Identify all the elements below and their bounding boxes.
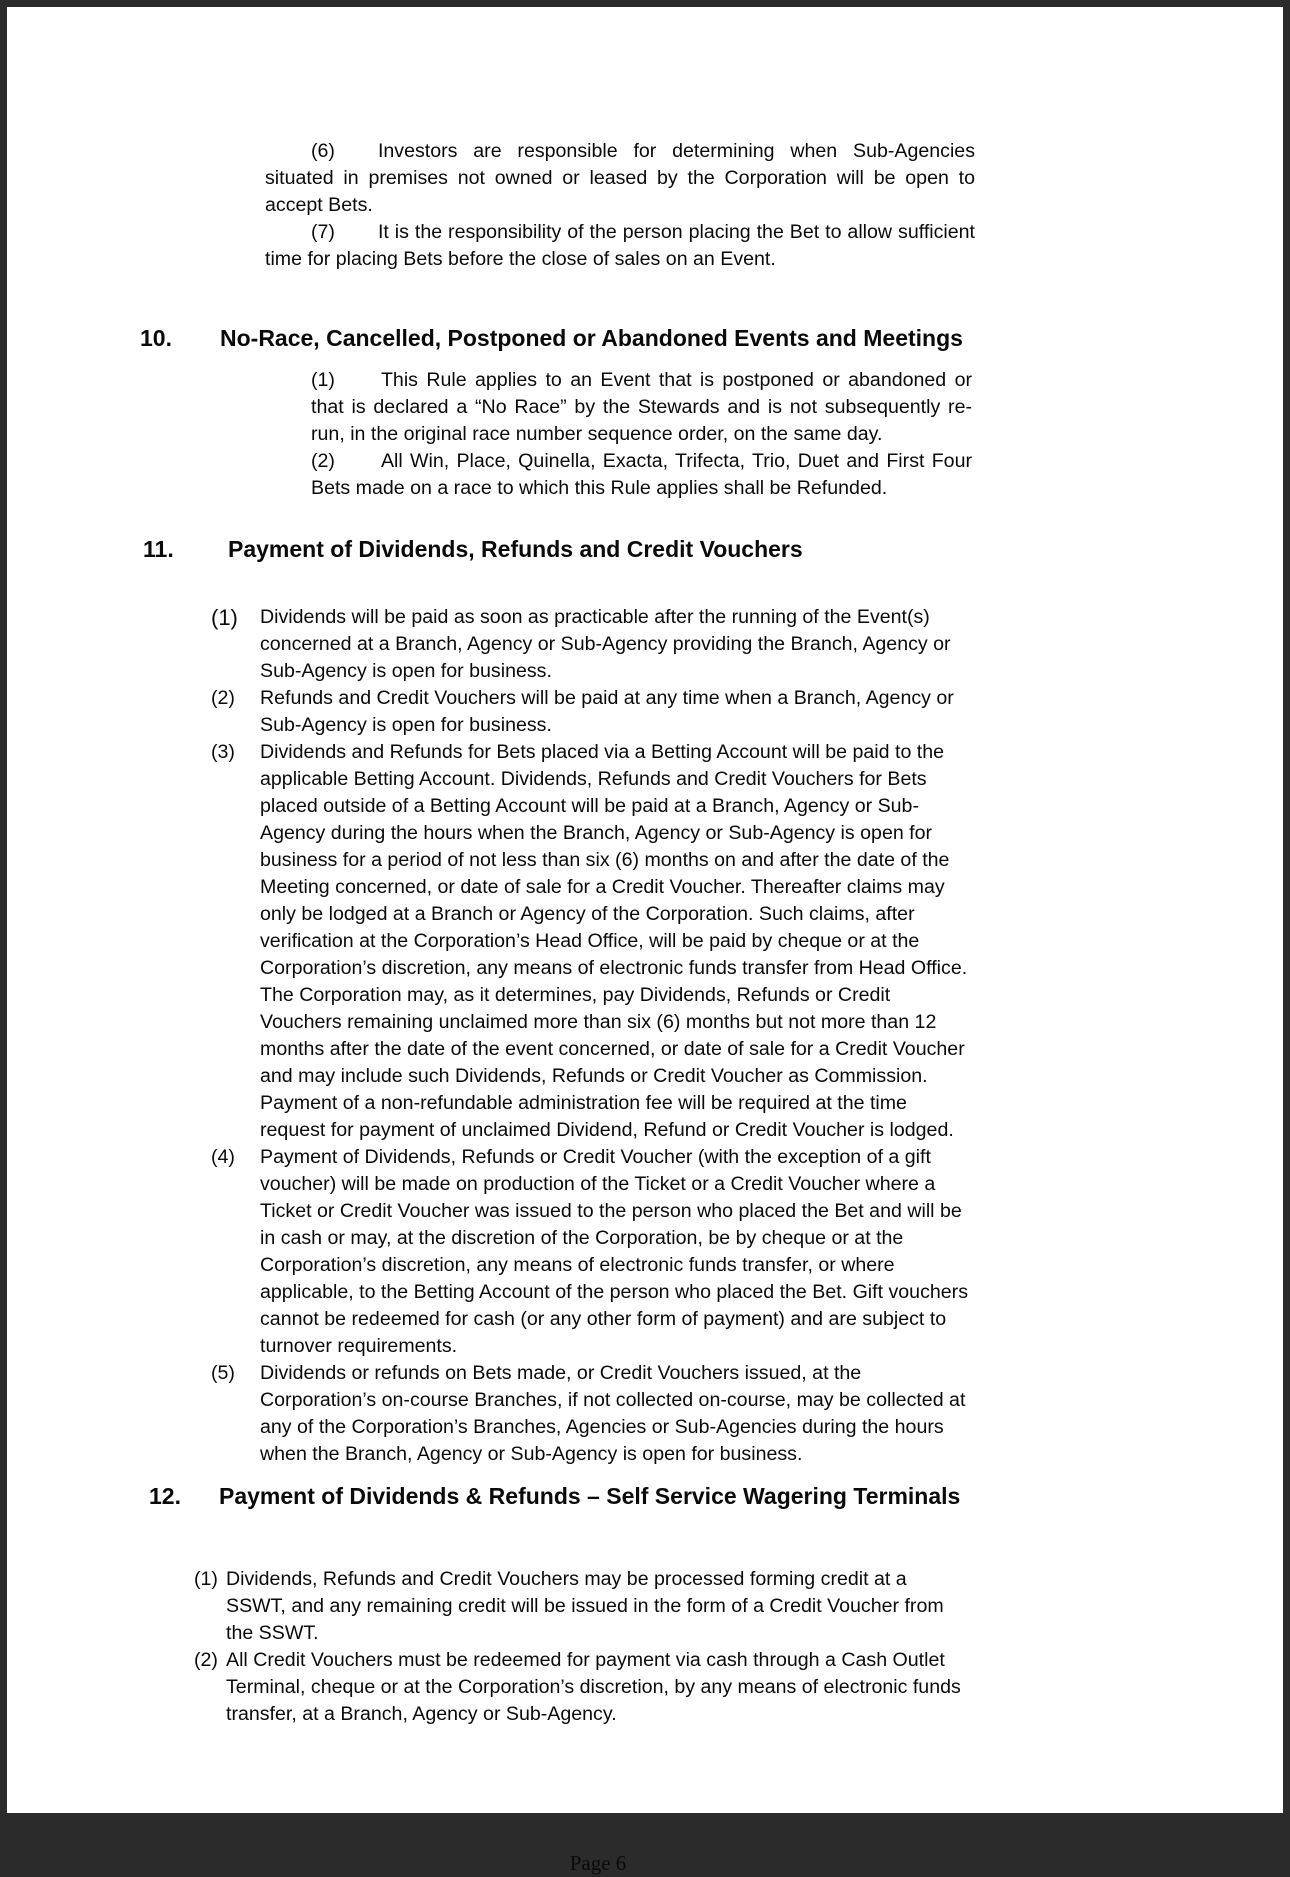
section-title: No-Race, Cancelled, Postponed or Abandoned Events and Meetings bbox=[220, 325, 963, 351]
list-item-marker: (2) bbox=[311, 450, 335, 472]
list-item-marker: (6) bbox=[311, 140, 335, 162]
paragraph-text: This Rule applies to an Event that is postponed or abandoned or that is declared a “No Race” by the Stewards and is not subsequently re-run, in the original race number sequence order, on the same day. bbox=[311, 369, 972, 445]
list-item-marker: (4) bbox=[211, 1146, 235, 1168]
list-item bbox=[194, 1566, 965, 1647]
paragraph-text: All Credit Vouchers must be redeemed for payment via cash through a Cash Outlet Terminal, cheque or at the Corporation’s discretion, by any means of electronic funds transfer, at a Branch, Agency or Sub-Agency. bbox=[226, 1649, 961, 1725]
page-footer bbox=[7, 1850, 1283, 1877]
page-content bbox=[7, 7, 1283, 1877]
paragraph-text: Investors are responsible for determining when Sub-Agencies situated in premises not owned or leased by the Corporation will be open to accept Bets. bbox=[265, 140, 975, 216]
list-item-marker: (3) bbox=[211, 741, 235, 763]
list-item bbox=[211, 685, 975, 739]
section-title: Payment of Dividends, Refunds and Credit Vouchers bbox=[228, 536, 803, 562]
list-item bbox=[211, 1144, 975, 1360]
paragraph-text: Dividends will be paid as soon as practicable after the running of the Event(s) concerned at a Branch, Agency or Sub-Agency providing the Branch, Agency or Sub-Agency is open for business. bbox=[260, 606, 951, 682]
list-item bbox=[194, 1647, 965, 1728]
section-number: 12. bbox=[149, 1483, 181, 1509]
section-number: 11. bbox=[143, 536, 174, 562]
list-item bbox=[211, 739, 975, 1144]
section-title: Payment of Dividends & Refunds – Self Service Wagering Terminals bbox=[219, 1483, 961, 1509]
list-item bbox=[211, 604, 975, 685]
list-item-marker: (1) bbox=[211, 605, 238, 630]
list-item-marker: (2) bbox=[194, 1649, 218, 1671]
list-item-marker: (5) bbox=[211, 1362, 235, 1384]
section-heading bbox=[143, 534, 1223, 564]
section-item-list bbox=[7, 1566, 1283, 1728]
section-number: 10. bbox=[140, 325, 172, 351]
paragraph-text: Payment of Dividends, Refunds or Credit Voucher (with the exception of a gift voucher) will be made on production of the Ticket or a Credit Voucher where a Ticket or Credit Voucher was issued to the person who placed the Bet and will be in cash or may, at the discretion of the Corporation, be by cheque or at the Corporation’s discretion, any means of electronic funds transfer, or where applicable, to the Betting Account of the person who placed the Bet. Gift vouchers cannot be redeemed for cash (or any other form of payment) and are subject to turnover requirements. bbox=[260, 1146, 968, 1357]
section-heading bbox=[140, 323, 1223, 353]
paragraph-text: It is the responsibility of the person placing the Bet to allow sufficient time for placing Bets before the close of sales on an Event. bbox=[265, 221, 975, 270]
list-item-marker: (7) bbox=[311, 221, 335, 243]
paragraph-text: All Win, Place, Quinella, Exacta, Trifecta, Trio, Duet and First Four Bets made on a race to which this Rule applies shall be Refunded. bbox=[311, 450, 972, 499]
section-item-list bbox=[7, 604, 1283, 1468]
page-number: Page 6 bbox=[569, 1851, 627, 1875]
paragraph-text: Dividends, Refunds and Credit Vouchers may be processed forming credit at a SSWT, and any remaining credit will be issued in the form of a Credit Voucher from the SSWT. bbox=[226, 1568, 944, 1644]
paragraph-text: Dividends or refunds on Bets made, or Credit Vouchers issued, at the Corporation’s on-course Branches, if not collected on-course, may be collected at any of the Corporation’s Branches, Agencies or Sub-Agencies during the hours when the Branch, Agency or Sub-Agency is open for business. bbox=[260, 1362, 966, 1465]
paragraph-text: Dividends and Refunds for Bets placed via a Betting Account will be paid to the applicable Betting Account. Dividends, Refunds and Credit Vouchers for Bets placed outside of a Betting Account will be paid at a Branch, Agency or Sub-Agency during the hours when the Branch, Agency or Sub-Agency is open for business for a period of not less than six (6) months on and after the date of the Meeting concerned, or date of sale for a Credit Voucher. Thereafter claims may only be lodged at a Branch or Agency of the Corporation. Such claims, after verification at the Corporation’s Head Office, will be paid by cheque or at the Corporation’s discretion, any means of electronic funds transfer from Head Office. The Corporation may, as it determines, pay Dividends, Refunds or Credit Vouchers remaining unclaimed more than six (6) months but not more than 12 months after the date of the event concerned, or date of sale for a Credit Voucher and may include such Dividends, Refunds or Credit Voucher as Commission. Payment of a non-refundable administration fee will be required at the time request for payment of unclaimed Dividend, Refund or Credit Voucher is lodged. bbox=[260, 741, 968, 1141]
document-page bbox=[7, 7, 1283, 1875]
section-item-list bbox=[7, 367, 1283, 502]
list-item bbox=[311, 367, 972, 448]
list-item bbox=[211, 1360, 975, 1468]
paragraph-text: Refunds and Credit Vouchers will be paid at any time when a Branch, Agency or Sub-Agency is open for business. bbox=[260, 687, 954, 736]
list-item-marker: (2) bbox=[211, 687, 235, 709]
list-item-marker: (1) bbox=[194, 1568, 218, 1590]
list-item-marker: (1) bbox=[311, 369, 335, 391]
section-heading bbox=[149, 1481, 1223, 1511]
intro-paragraph bbox=[265, 219, 975, 273]
list-item bbox=[311, 448, 972, 502]
intro-paragraph bbox=[265, 138, 975, 219]
